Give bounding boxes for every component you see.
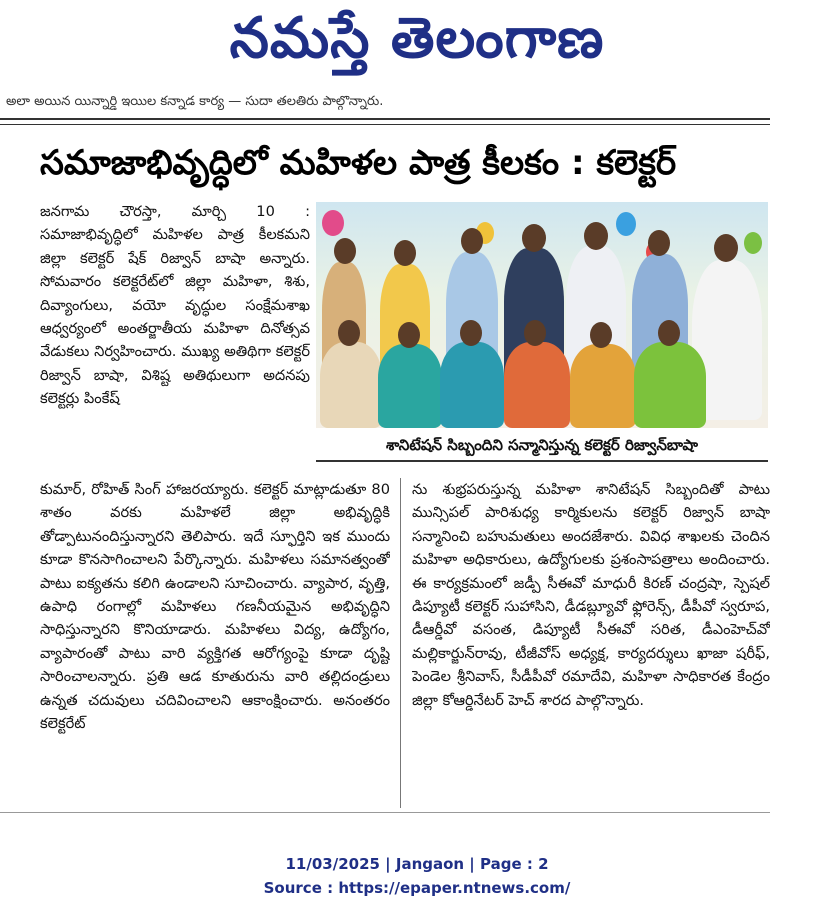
person-seated xyxy=(570,344,636,428)
previous-article-fragment: అలా అయిన యిన్నార్డి ఇయిల కన్నాడ కార్య — సుదా తలతిరు పాల్గొన్నారు. xyxy=(6,94,384,109)
article-column-2: కుమార్, రోహిత్ సింగ్ హాజరయ్యారు. కలెక్టర్ మాట్లాడుతూ 80 శాతం వరకు మహిళలే జిల్లా అభివృద్ధికి తోడ్పాటునందిస్తున్నారని తెలిపారు. ఇదే స్ఫూర్తిని ఇక ముందు కూడా కొనసాగించాలని పేర్కొన్నారు. మహిళలు సమానత్వంతో పాటు ఐక్యతను కలిగి ఉండాలని సూచించారు. వ్యాపార, వృత్తి, ఉపాధి రంగాల్లో మహిళలు గణనీయమైన అభివృద్ధిని సాధిస్తున్నారని కొనియాడారు. మహిళలు విద్య, ఉద్యోగం, వ్యాపారంతో పాటు వారి వ్యక్తిగత ఆరోగ్యంపై కూడా దృష్టి సారించాలన్నారు. ప్రతి ఆడ కూతురును వారి తల్లిదండ్రులు ఉన్నత చదువులు చదివించాలని ఆకాంక్షించారు. అనంతరం కలెక్టరేట్ xyxy=(40,481,390,733)
adjacent-article-strip xyxy=(802,88,834,828)
person-seated xyxy=(378,344,442,428)
top-divider-thin xyxy=(0,124,770,125)
caption-divider xyxy=(316,460,768,462)
masthead-title: నమస్తే తెలంగాణ xyxy=(229,6,605,71)
page-footer xyxy=(0,852,834,900)
article-photo xyxy=(316,202,768,428)
person-seated xyxy=(504,342,570,428)
news-clipping xyxy=(0,88,800,818)
top-divider xyxy=(0,118,770,120)
person-head xyxy=(394,240,416,266)
person-head xyxy=(714,234,738,262)
person-seated xyxy=(634,342,706,428)
balloon xyxy=(616,212,636,236)
balloon xyxy=(744,232,762,254)
person-seated xyxy=(320,342,382,428)
balloon xyxy=(322,210,344,236)
article-column-1: జనగామ చౌరస్తా, మార్చి 10 : సమాజాభివృద్ధిలో మహిళల పాత్ర కీలకమని జిల్లా కలెక్టర్ షేక్ రిజ్వాన్ బాషా అన్నారు. సోమవారం కలెక్టరేట్‌లో జిల్లా మహిళా, శిశు, దివ్యాంగులు, వయో వృద్ధుల సంక్షేమశాఖ ఆధ్వర్యంలో అంతర్జాతీయ మహిళా దినోత్సవ వేడుకలు నిర్వహించారు. ముఖ్య అతిథిగా కలెక్టర్ రిజ్వాన్ బాషా, విశిష్ట అతిథులుగా అదనపు కలెక్టర్లు పింకేష్ xyxy=(40,203,310,408)
person-head xyxy=(334,238,356,264)
person-head xyxy=(524,320,546,346)
person-head xyxy=(658,320,680,346)
person-head xyxy=(338,320,360,346)
person-head xyxy=(648,230,670,256)
article-headline: సమాజాభివృద్ధిలో మహిళల పాత్ర కీలకం : కలెక్టర్ xyxy=(40,143,677,183)
article-column-3: ను శుభ్రపరుస్తున్న మహిళా శానిటేషన్ సిబ్బందితో పాటు మున్సిపల్ పారిశుధ్య కార్మికులను కలెక్టర్ రిజ్వాన్ బాషా సన్మానించి బహుమతులు అందజేశారు. వివిధ శాఖలకు చెందిన మహిళా అధికారులు, ఉద్యోగులకు ప్రశంసాపత్రాలు అందించారు. ఈ కార్యక్రమంలో జడ్పీ సీఈవో మాధురీ కిరణ్ చంద్రషా, స్పెషల్ డిప్యూటీ కలెక్టర్ సుహాసిని, డీడబ్ల్యూవో ఫ్లోరెన్స్, డీపీవో స్వరూప, డీఆర్డీవో వసంత, డిప్యూటీ సీఈవో సరిత, డీఎంహెచ్‌వో మల్లికార్జున్‌రావు, టీజీవోస్ అధ్యక్ష, కార్యదర్శులు ఖాజా షరీఫ్, పెండెల శ్రీనివాస్, సీడీపీవో రమాదేవి, మహిళా సాధికారత కేంద్రం జిల్లా కోఆర్డినేటర్ హెచ్ శారద పాల్గొన్నారు. xyxy=(412,481,770,709)
person-head xyxy=(460,320,482,346)
person-head xyxy=(461,228,483,254)
person-head xyxy=(584,222,608,250)
column-divider xyxy=(400,478,401,808)
bottom-divider xyxy=(0,812,770,813)
person-seated xyxy=(440,342,504,428)
footer-source: Source : https://epaper.ntnews.com/ xyxy=(263,879,571,897)
person-head xyxy=(522,224,546,252)
photo-caption: శానిటేషన్ సిబ్బందిని సన్మానిస్తున్న కలెక్టర్ రిజ్వాన్‌బాషా xyxy=(385,436,699,454)
footer-date-edition: 11/03/2025 | Jangaon | Page : 2 xyxy=(285,855,549,873)
newspaper-masthead xyxy=(0,0,834,82)
person-head xyxy=(398,322,420,348)
person-head xyxy=(590,322,612,348)
